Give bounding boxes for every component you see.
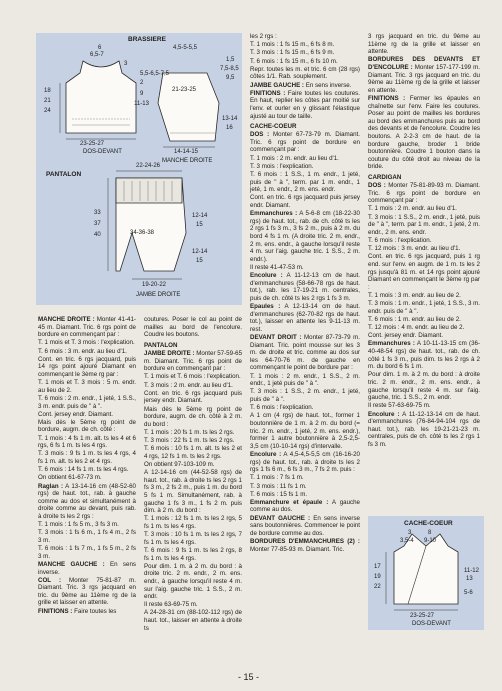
paragraph-heading: Emmanchure et épaule : xyxy=(250,498,329,506)
paragraph-text: Pour dim. 1 m. à 2 m. du bord : à droite tric. 2 m. endr., 2 m. ens. endr., à gauche lorsqu'il reste 4 m. sur l'aig. gauche tric. 1 S.S., 2 m. endr. xyxy=(144,562,242,601)
paragraph-text: 3 rgs jacquard en tric. du 9ème au 11ème rg de la grille et laisser en attente. xyxy=(368,33,480,56)
paragraph-text: En sens inverse. xyxy=(38,560,137,576)
paragraph-text: Monter 41-41-45 m. Diamant. Tric. 6 rgs point de bordure en commençant par : xyxy=(38,316,136,339)
brassiere-label: 11-13 xyxy=(134,101,149,107)
cachecoeur-label: 3,5-4 xyxy=(400,538,414,544)
paragraph xyxy=(38,339,136,347)
cachecoeur-label: 23-25-27 xyxy=(410,613,435,619)
brassiere-label: 2 xyxy=(140,80,144,86)
paragraph xyxy=(368,56,480,94)
paragraph xyxy=(38,348,136,356)
paragraph-text: T. 3 mois : 1 S.S., 2 m. endr., 1 jeté, puis de " à ". xyxy=(250,388,360,403)
paragraph xyxy=(144,563,242,601)
paragraph-heading: MANCHE GAUCHE : xyxy=(38,560,105,568)
paragraph-text: Cont. en tric. 6 rgs jacquard puis jersey endr. Diamant. xyxy=(144,389,242,405)
paragraph xyxy=(144,531,242,546)
pantalon-label: 34-36-38 xyxy=(130,230,155,236)
paragraph xyxy=(250,41,360,49)
cachecoeur-label: 11-12 xyxy=(464,568,479,574)
paragraph xyxy=(250,491,360,499)
paragraph-heading: FINITIONS : xyxy=(368,94,406,102)
paragraph xyxy=(250,49,360,57)
paragraph-text: T. 6 mois : 1 m. endr. au lieu de 2. xyxy=(368,315,461,323)
brassiere-label: 21 xyxy=(44,98,51,104)
paragraph xyxy=(38,474,136,482)
paragraph xyxy=(250,388,360,403)
paragraph xyxy=(250,66,360,81)
paragraph xyxy=(144,515,242,530)
paragraph xyxy=(250,373,360,388)
paragraph xyxy=(368,253,480,291)
brassiere-label: 3 xyxy=(124,61,128,67)
paragraph-heading: FINITIONS : xyxy=(250,89,286,97)
paragraph-heading: PANTALON xyxy=(144,341,178,349)
paragraph-text: T. 1 mois : 12 fs 1 m. ts les 2 rgs, 5 fs 1 m. ts les 4 rgs. xyxy=(144,515,242,530)
paragraph-text: Monter 75-81-89-93 m. Diamant. Tric. 6 rgs point de bordure en commençant par : xyxy=(368,182,480,205)
paragraph xyxy=(250,131,360,154)
paragraph-text: On obtient 61-67-73 m. xyxy=(38,474,102,482)
paragraph xyxy=(250,90,360,120)
paragraph-text: T. 3 mois : 10 fs 1 m. ts les 2 rgs, 7 fs 1 m. ts les 4 rgs. xyxy=(144,531,242,546)
paragraph-text: T. 1 mois : 4 fs 1 m. alt. ts les 4 et 6 rgs, 6 fs 1 m. ts les 4 rgs. xyxy=(38,434,136,450)
paragraph-text: Monter 157-177-199 m. Diamant. Tric. 3 rgs jacquard en tric. du 9ème au 11ème rg de la grille et laisser en attente. xyxy=(368,63,480,94)
paragraph xyxy=(144,601,242,609)
paragraph-text: Il reste 57-63-69-75 m. xyxy=(368,402,431,410)
paragraph-text: Pour dim. 1 m. à 2 m. du bord : à droite tric. 2 m. endr., 2 m. ens. endr., à gauche lorsqu'il reste 4 m. sur l'aig. gauche, tric. 1 S.S., 2 m. endr. xyxy=(368,371,480,402)
paragraph-text: Cont. en tric. 6 rgs jacquard puis jersey endr. Diamant. xyxy=(250,194,360,209)
paragraph xyxy=(144,373,242,381)
pantalon-label: 12-14 xyxy=(192,249,208,255)
paragraph-heading: FINITIONS : xyxy=(38,607,73,615)
pantalon-label: JAMBE DROITE xyxy=(136,292,181,298)
paragraph-heading: JAMBE DROITE : xyxy=(144,349,195,357)
paragraph-heading: DEVANT DROIT : xyxy=(250,334,302,342)
cachecoeur-label: 13 xyxy=(466,576,473,582)
paragraph-text: T. 3 mois : l'explication. xyxy=(250,162,314,170)
manche-label: 13-14 xyxy=(222,116,238,122)
paragraph-text: T. 1 mois : 1 fs 15 m., 6 fs 8 m. xyxy=(250,41,335,49)
manche-label: 16 xyxy=(226,125,233,131)
pantalon-label: 22-24-26 xyxy=(136,163,161,169)
paragraph-text: T. 3 mois : 2 m. endr. au lieu d'1. xyxy=(144,381,233,389)
cachecoeur-panel xyxy=(368,516,484,630)
cachecoeur-title: CACHE-COEUR xyxy=(404,520,453,527)
paragraph xyxy=(250,538,360,553)
paragraph-text: T. 12 mois : 4 m. endr. au lieu de 2. xyxy=(368,324,465,332)
paragraph xyxy=(250,58,360,66)
paragraph-text: Faire toutes les coutures. En haut, replier les côtes par moitié sur l'env. et ourler en y glissant l'élastique ajusté au tour de taille. xyxy=(250,89,360,120)
paragraph xyxy=(144,437,242,445)
paragraph-heading: DEVANT GAUCHE : xyxy=(250,514,311,522)
paragraph xyxy=(250,194,360,209)
paragraph-text: Mais dès le 5ème rg point de bordure, augm. de ch. côté : xyxy=(38,418,136,434)
paragraph xyxy=(250,451,360,474)
manche-label: 21-23-25 xyxy=(172,87,197,93)
manche-label: 7,5-8,5 xyxy=(220,66,239,72)
paragraph-heading: Emmanchures : xyxy=(368,340,415,348)
paragraph-text: Cont. jersey endr. Diamant. xyxy=(368,332,443,340)
paragraph-heading: CARDIGAN xyxy=(368,173,402,181)
paragraph xyxy=(144,342,242,350)
paragraph xyxy=(144,406,242,429)
brassiere-label: 6 xyxy=(98,45,102,51)
paragraph xyxy=(38,608,136,616)
paragraph-text: Il reste 41-47-53 m. xyxy=(250,263,304,271)
paragraph xyxy=(368,245,480,253)
paragraph-text: Monter 75-81-87 m. Diamant. Tric. 3 rgs jacquard en tric. du 9ème au 11ème rg de la grille et laisser en attente. xyxy=(38,576,136,607)
paragraph xyxy=(368,332,480,340)
paragraph xyxy=(368,402,480,410)
paragraph-text: T. 6 mois : 1 S.S., 1 m. endr., 1 jeté, puis de " à ", term. par 1 m. endr., 1 jeté, 1 m. endr., 2 m. ens. endr. xyxy=(250,171,360,194)
paragraph xyxy=(38,316,136,339)
paragraph-heading: Epaules : xyxy=(250,303,281,311)
paragraph xyxy=(250,515,360,538)
paragraph-text: T. 3 mois : 1 S.S., 2 m. endr., 1 jeté, puis de " à ", term. par 1 m. endr., 1 jeté, 2 m. endr., 2 m. ens. endr. xyxy=(368,213,480,236)
paragraph-text: T. 1 mois : 2 m. endr. au lieu d'1. xyxy=(250,154,339,162)
paragraph-text: T. 6 mois : 14 fs 1 m. ts les 4 rgs. xyxy=(38,466,129,474)
paragraph-text: T. 6 mois : 10 fs 1 m. alt. ts les 2 et 4 rgs, 12 fs 1 m. ts les 2 rgs. xyxy=(144,445,242,460)
paragraph xyxy=(250,171,360,194)
paragraph xyxy=(368,316,480,324)
paragraph-heading: Encolure : xyxy=(250,272,283,280)
paragraph xyxy=(38,577,136,607)
paragraph-text: A 24-28-31 cm (88-102-112 rgs) de haut. tot., laisser en attente à droite ts xyxy=(144,609,242,632)
paragraph-text: T. 1 mois : 3 m. endr. au lieu de 2. xyxy=(368,291,461,299)
paragraph xyxy=(144,609,242,632)
manche-label: MANCHE DROITE xyxy=(162,158,213,164)
paragraph xyxy=(250,303,360,333)
paragraph xyxy=(144,316,242,339)
paragraph-text: T. 3 mois : 9 fs 1 m. ts les 4 rgs, 4 fs 1 m. alt. ts les 2 et 4 rgs. xyxy=(38,450,136,466)
paragraph xyxy=(38,379,136,394)
paragraph xyxy=(144,429,242,437)
paragraph xyxy=(144,461,242,469)
paragraph-text: A 10-11-13-15 cm (36-40-48-54 rgs) de haut. tot., rab. de ch. côté 1 fs 3 m., puis dim. ts les 2 rgs à 2 m. du bord 6 fs 1 m. xyxy=(368,340,481,371)
paragraph-text: T. 3 mois : 22 fs 1 m. ts les 2 rgs. xyxy=(144,437,235,445)
paragraph xyxy=(368,411,480,449)
paragraph-text: T. 1 mois et T. 3 mois : l'explication. xyxy=(38,339,135,347)
paragraph xyxy=(250,404,360,412)
brassiere-label: 23-25-27 xyxy=(80,141,105,147)
paragraph xyxy=(250,33,360,41)
pantalon-label: 40 xyxy=(94,232,101,238)
paragraph xyxy=(38,395,136,410)
diagram-panel xyxy=(36,33,242,305)
paragraph-text: T. 1 mois : 1 fs 5 m., 3 fs 3 m. xyxy=(38,521,119,529)
paragraph-text: En sens inverse sans boutonnières. Commencer le point de bordure comme au dos. xyxy=(250,514,360,537)
manche-label: 14-14-15 xyxy=(174,149,199,155)
paragraph-text: T. 1 mois : 2 m. endr. au lieu d'1. xyxy=(368,205,457,213)
pantalon-label: 19-20-22 xyxy=(142,282,167,288)
manche-label: 9,5 xyxy=(226,75,235,81)
paragraph-text: A 11-12-13 cm de haut. d'emmanchures (58-66-78 rgs de haut. tot.), rab. les 17-19-21 m. centrales, puis de ch. côté ts les 2 rgs 1 fs 3 m. xyxy=(250,272,360,302)
paragraph-text: A 1 cm (4 rgs) de haut. tot., former 1 boutonnière de 1 m. à 2 m. du bord (= tric. 2 m. endr., 1 jeté, 2 m. ens. endr.), former 1 autre boutonnière à 2,5-2,5-3,5 cm (10-10-14 rgs) d'intervalle. xyxy=(250,412,360,450)
pantalon-label: 15 xyxy=(196,222,203,228)
paragraph-heading: Encolure : xyxy=(250,450,282,458)
paragraph xyxy=(250,412,360,450)
paragraph xyxy=(144,382,242,390)
paragraph-text: T. 6 mois : 15 fs 1 m. xyxy=(250,490,308,498)
cachecoeur-label: DOS-DEVANT xyxy=(412,621,451,627)
column-2a xyxy=(144,316,242,633)
paragraph xyxy=(144,469,242,515)
cachecoeur-label: 19 xyxy=(374,574,381,580)
paragraph-text: A 13-14-16 cm (48-52-60 rgs) de haut. tot., rab. à gauche comme au dos et simultanément à droite comme au devant, puis rab. à droite ts les 2 rgs : xyxy=(38,482,136,520)
paragraph-text: Repr. toutes les m. et tric. 6 cm (28 rgs) côtes 1/1. Rab. souplement. xyxy=(250,65,360,81)
paragraph-text: T. 6 mois : 9 fs 1 m. ts les 2 rgs, 8 fs 1 m. ts les 4 rgs. xyxy=(144,546,242,562)
paragraph-text: Monter 77-85-93 m. Diamant. Tric. xyxy=(250,545,345,553)
cachecoeur-label: 9-10 xyxy=(424,538,437,544)
cachecoeur-label: 17 xyxy=(374,564,381,570)
paragraph-text: Cont. en tric. 6 rgs jacquard, puis 1 rg end. sur l'env. en augm. de 1 m. ts les 2 rgs jusqu'à 81 m. et 14 rgs point ajouré Diamant en commençant le 3ème rg par : xyxy=(368,253,480,291)
paragraph xyxy=(250,272,360,302)
paragraph-heading: JAMBE GAUCHE : xyxy=(250,81,304,89)
paragraph xyxy=(38,450,136,465)
paragraph-text: T. 1 mois : 7 fs 1 m. xyxy=(250,474,304,482)
paragraph-heading: BORDURES DES DEVANTS ET D'ENCOLURE : xyxy=(368,56,480,71)
paragraph-text: les 2 rgs : xyxy=(250,33,277,40)
paragraph xyxy=(368,300,480,315)
column-3 xyxy=(368,33,480,449)
paragraph-text: A 11-12-13-14 cm de haut. d'emmanchures (76-84-94-104 rgs de haut. tot.), rab. les 19-21-21-23 m. centrales, puis de ch. côté ts les 2 rgs 1 fs 3 m. xyxy=(368,410,480,448)
paragraph xyxy=(250,264,360,272)
cachecoeur-label: 3 xyxy=(408,530,412,536)
pantalon-label: 37 xyxy=(94,221,101,227)
paragraph-heading: BORDURES D'EMMANCHURES (2) : xyxy=(250,538,360,546)
paragraph-text: T. 3 mois : 1 fs 6 m., 1 fs 4 m., 2 fs 3 m. xyxy=(38,529,136,544)
pantalon-label: 33 xyxy=(94,210,101,216)
paragraph-text: T. 6 mois : 2 m. endr., 1 jeté, 1 S.S., 3 m. endr. puis de " à ". xyxy=(38,394,137,410)
paragraph-text: A 4,5-4,5-5,5 cm (16-16-20 rgs) de haut. tot., rab. à droite ts les 2 rgs 1 fs 6 m., 6 fs 3 m., 7 fs 2 m. puis : xyxy=(250,450,360,474)
paragraph-text: Cont. en tric. 6 rgs jacquard, puis 14 rgs point ajouré Diamant en commençant le 3ème rg par : xyxy=(38,355,136,378)
pantalon-label: 15 xyxy=(196,258,203,264)
paragraph xyxy=(144,445,242,460)
paragraph xyxy=(368,95,480,171)
paragraph xyxy=(38,466,136,474)
brassiere-label: 9 xyxy=(140,91,144,97)
paragraph xyxy=(250,155,360,163)
paragraph-text: T. 1 mois : 20 fs 1 m. ts les 2 rgs. xyxy=(144,428,235,436)
paragraph-text: T. 3 mois : 1 fs 15 m., 6 fs 9 m. xyxy=(250,49,335,57)
paragraph xyxy=(368,214,480,237)
paragraph-text: coutures. Poser le col au point de mailles au bord de l'encolure. Coudre les boutons. xyxy=(144,316,242,339)
paragraph-heading: COL : xyxy=(38,576,62,584)
paragraph xyxy=(250,499,360,514)
cachecoeur-label: 22 xyxy=(374,584,381,590)
brassiere-label: DOS-DEVANT xyxy=(83,149,122,155)
paragraph xyxy=(38,356,136,379)
paragraph xyxy=(368,33,480,56)
column-2b xyxy=(250,33,360,554)
paragraph-heading: Raglan : xyxy=(38,482,64,490)
brassiere-label: 18 xyxy=(44,88,51,94)
paragraph-text: Cont. jersey endr. Diamant. xyxy=(38,410,113,418)
paragraph xyxy=(144,350,242,373)
pantalon-label: 12-14 xyxy=(192,213,208,219)
paragraph-heading: CACHE-COEUR xyxy=(250,123,297,131)
paragraph xyxy=(38,411,136,419)
paragraph xyxy=(250,483,360,491)
paragraph-text: T. 6 mois : l'explication. xyxy=(250,404,314,412)
manche-label: 4,5-5-5,5 xyxy=(173,45,198,51)
paragraph-text: A gauche comme au dos. xyxy=(250,498,360,514)
paragraph xyxy=(144,390,242,405)
paragraph-heading: DOS : xyxy=(368,182,386,190)
paragraph xyxy=(250,334,360,372)
paragraph xyxy=(38,529,136,544)
paragraph xyxy=(368,371,480,401)
paragraph-text: T. 6 mois : l'explication. xyxy=(368,237,432,244)
paragraph xyxy=(368,324,480,332)
brassiere-title: BRASSIERE xyxy=(128,36,166,43)
paragraph xyxy=(368,182,480,205)
paragraph xyxy=(250,163,360,171)
paragraph-text: Monter 67-73-79 m. Diamant. Tric. 6 rgs point de bordure en commençant par : xyxy=(250,131,360,154)
paragraph-heading: Emmanchures : xyxy=(250,210,298,218)
column-1 xyxy=(38,316,136,616)
paragraph-text: T. 3 mois : 11 fs 1 m. xyxy=(250,482,307,490)
paragraph xyxy=(250,82,360,90)
brassiere-label: 6,5-7 xyxy=(90,52,104,58)
paragraph xyxy=(250,210,360,263)
paragraph-text: T. 1 mois et T. 3 mois : 5 m. endr. au lieu de 2. xyxy=(38,379,136,394)
paragraph xyxy=(368,340,480,370)
paragraph-text: T. 12 mois : 3 m. endr. au lieu d'1. xyxy=(368,245,461,253)
paragraph xyxy=(250,474,360,482)
manche-label: 1,5 xyxy=(226,57,235,63)
paragraph-text: T. 1 mois et T. 6 mois : l'explication. xyxy=(144,373,241,381)
paragraph-text: T. 1 mois : 2 m. endr., 1 S.S., 2 m. endr., 1 jeté puis de " à ". xyxy=(250,372,360,388)
paragraph xyxy=(144,547,242,562)
paragraph xyxy=(368,292,480,300)
brassiere-label: 5,5-6,5-7,5 xyxy=(140,71,170,77)
paragraph xyxy=(368,174,480,182)
paragraph xyxy=(38,561,136,576)
paragraph-text: En sens inverse. xyxy=(303,81,352,89)
paragraph xyxy=(368,237,480,245)
paragraph-text: T. 3 mois : 1 m. endr., 1 jeté, 1 S.S., 3 m. endr. puis de " à ". xyxy=(368,300,480,315)
paragraph xyxy=(368,205,480,213)
paragraph-text: T. 6 mois : 1 fs 7 m., 1 fs 5 m., 2 fs 3 m. xyxy=(38,545,136,560)
paragraph-heading: MANCHE DROITE : xyxy=(38,316,95,323)
paragraph xyxy=(38,545,136,560)
pantalon-title: PANTALON xyxy=(46,171,82,178)
paragraph xyxy=(38,483,136,521)
paragraph-text: Faire toutes les xyxy=(72,607,117,615)
paragraph-text: A 5-6-8 cm (18-22-30 rgs) de haut. tot., rab. de ch. côté ts les 2 rgs 1 fs 3 m., 3 fs 2 m., puis à 2 m. du bord 4 fs 1 m. (A droite tric. 2 m. endr., 2 m. ens. endr., à gauche lorsqu'il reste 4 m. sur l'aig. gauche tric. 1 S.S., 2 m. endr.). xyxy=(250,210,360,263)
paragraph-text: T. 6 mois : 1 fs 15 m., 6 fs 10 m. xyxy=(250,57,338,65)
paragraph xyxy=(38,435,136,450)
paragraph-text: A 12-14-16 cm (44-52-58 rgs) de haut. tot., rab. à droite ts les 2 rgs 1 fs 3 m., 2 fs 2 m., puis 1 m. du bord 5 fs 1 m. Simultanément, rab. à gauche 1 fs 3 m., 1 fs 2 m. puis dim. à 2 m. du bord : xyxy=(144,469,242,515)
paragraph xyxy=(38,521,136,529)
paragraph-heading: Encolure : xyxy=(368,410,400,418)
paragraph-text: A 12-13-14 cm de haut. d'emmanchures (62-70-82 rgs de haut. tot.), laisser en attente les 9-11-13 m. rest. xyxy=(250,303,360,333)
cachecoeur-label: 5-6 xyxy=(464,590,473,596)
cachecoeur-label: 8 xyxy=(428,530,432,536)
paragraph xyxy=(38,419,136,434)
paragraph-text: T. 6 mois : 3 m. endr. au lieu d'1. xyxy=(38,347,127,355)
paragraph-text: Monter 57-59-65 m. Diamant. Tric. 6 rgs point de bordure en commençant par : xyxy=(144,349,243,373)
paragraph-heading: DOS : xyxy=(250,131,270,139)
brassiere-label: 24 xyxy=(44,108,51,114)
paragraph-text: Monter 87-73-79 m. Diamant. Tric. point mousse sur les 3 m. de droite et tric. comme au dos sur les 64-70-76 m. de gauche en commençant le point de bordure par : xyxy=(250,334,360,372)
paragraph-text: Fermer les épaules en chaînette sur l'env. Faire les coutures. Poser au point de mailles les bordures au bord des emmanchures puis au bord des devants et de l'encolure. Coudre les boutons. A 2-2-3 cm de haut. de la bordure gauche, broder 1 bride boutonnière. Coudre 1 bouton dans la couture du côté droit au niveau de la bride. xyxy=(368,94,481,171)
paragraph-text: Il reste 63-69-75 m. xyxy=(144,601,198,609)
page-number: - 15 - xyxy=(238,672,260,682)
paragraph-text: On obtient 97-103-109 m. xyxy=(144,461,215,469)
paragraph xyxy=(250,123,360,131)
paragraph-text: Mais dès le 5ème rg point de bordure, augm. de ch. côté à 2 m. du bord : xyxy=(144,405,242,428)
